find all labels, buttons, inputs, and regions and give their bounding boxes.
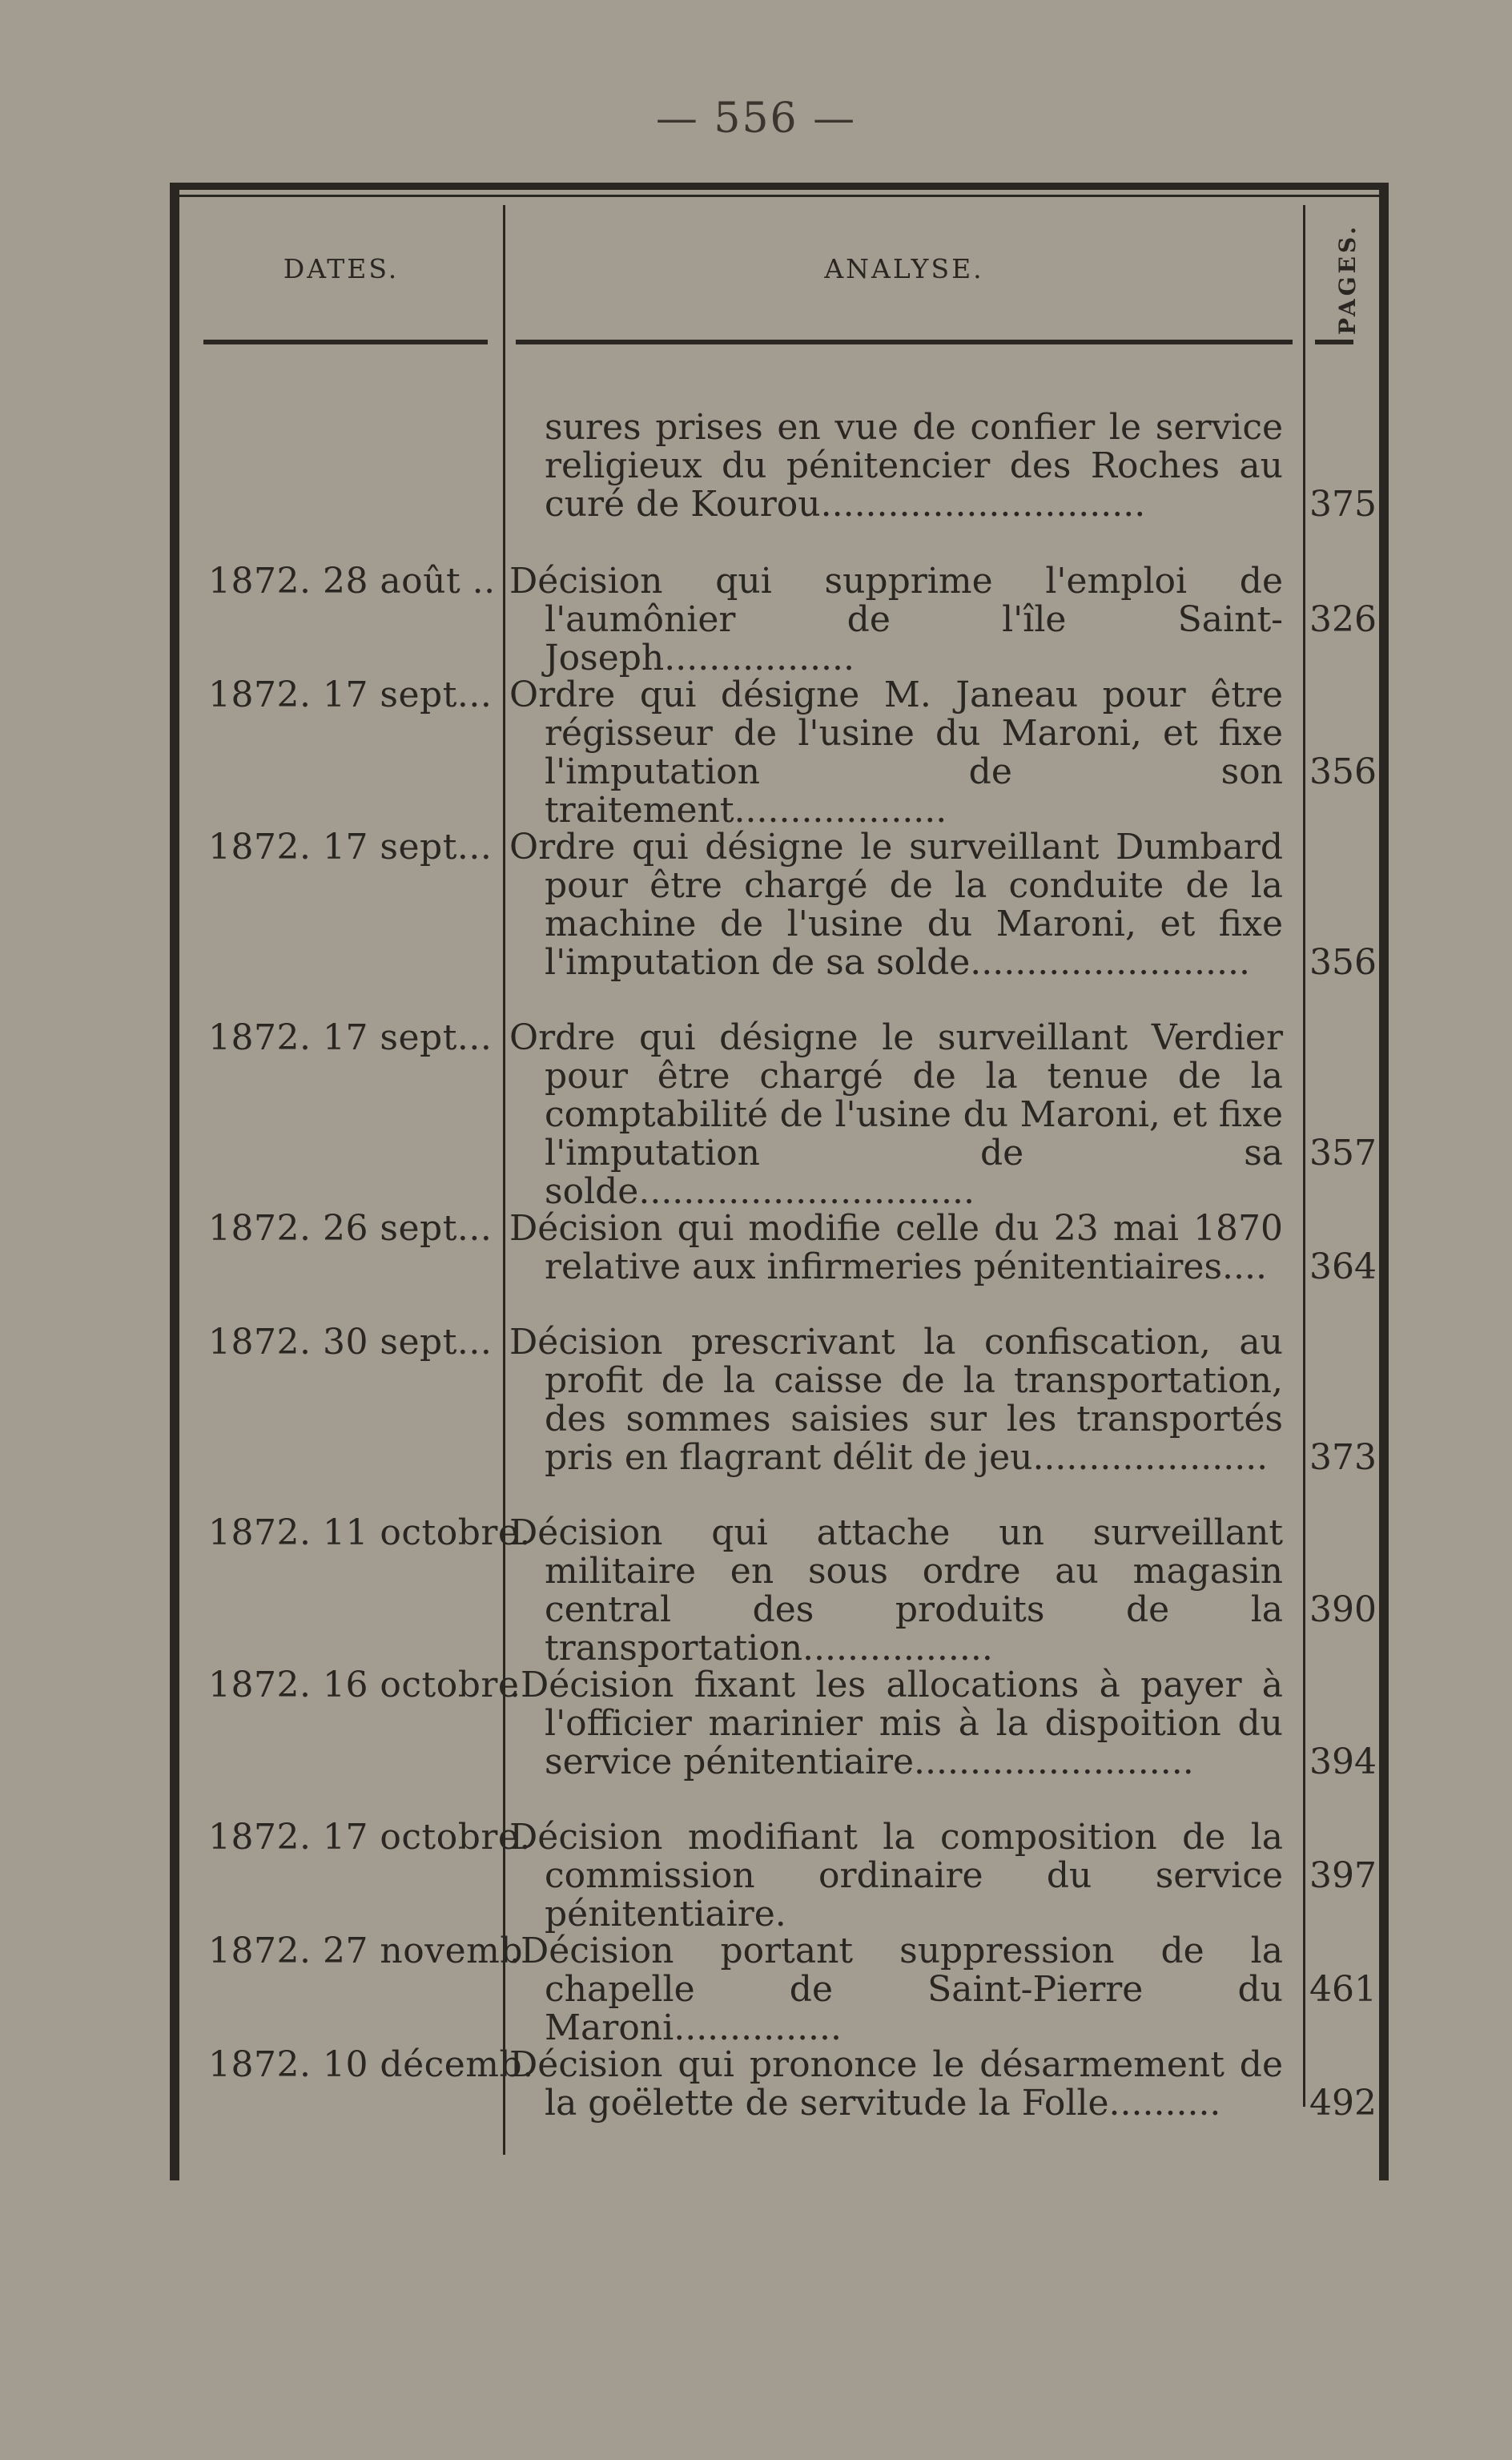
entry-page: 356: [1309, 942, 1377, 983]
entry-date: 1872. 17 sept...: [208, 1017, 493, 1058]
header-rule-pages: [1315, 340, 1353, 344]
entry-page: 364: [1309, 1246, 1377, 1287]
entry-page: 397: [1309, 1855, 1377, 1896]
entry-analyse: .Décision portant suppression de la chapelle de Saint-Pierre du Maroni...............: [509, 1931, 1283, 2048]
header-dates: DATES.: [283, 253, 400, 284]
entry-analyse: Décision prescrivant la confiscation, au profit de la caisse de la transportation, des sommes saisies sur les transportés pris en flagrant délit de jeu.....................: [509, 1322, 1283, 1478]
entry-date: 1872. 17 octobre.: [208, 1817, 531, 1858]
entry-analyse: Ordre qui désigne le surveillant Verdier pour être chargé de la tenue de la comptabilité de l'usine du Maroni, et fixe l'imputation de sa solde..............................: [509, 1017, 1283, 1212]
entry-date: 1872. 28 août ..: [208, 561, 496, 602]
entry-analyse: Décision qui prononce le désarmement de la goëlette de servitude la Folle..........: [509, 2044, 1283, 2124]
entry-date: 1872. 16 octobre: [208, 1665, 520, 1705]
entry-page: 492: [1309, 2083, 1377, 2124]
entry-date: 1872. 27 novemb: [208, 1931, 524, 1971]
header-rule-dates: [203, 340, 488, 344]
entry-page: 373: [1309, 1437, 1377, 1478]
header-pages-label: PAGES.: [1333, 223, 1361, 335]
entry-page: 326: [1309, 599, 1377, 640]
entry-analyse: Ordre qui désigne M. Janeau pour être régisseur de l'usine du Maroni, et fixe l'imputation de son traitement...................: [509, 674, 1283, 831]
header-pages: [1323, 215, 1371, 343]
entry-analyse: sures prises en vue de confier le service religieux du pénitencier des Roches au curé de Kourou.............................: [545, 407, 1283, 525]
entry-analyse: Décision qui modifie celle du 23 mai 1870 relative aux infirmeries pénitentiaires....: [509, 1208, 1283, 1287]
entry-date: 1872. 17 sept...: [208, 827, 493, 868]
header-analyse: ANALYSE.: [824, 253, 984, 284]
top-rule-thin: [170, 195, 1389, 197]
right-border: [1379, 183, 1389, 2180]
entry-analyse: Décision qui supprime l'emploi de l'aumônier de l'île Saint-Joseph.................: [509, 561, 1283, 678]
entry-analyse: .Décision fixant les allocations à payer à l'officier marinier mis à la dispoition du service pénitentiaire.........................: [509, 1665, 1283, 1782]
entry-page: 356: [1309, 751, 1377, 792]
left-border: [170, 183, 179, 2180]
entry-date: 1872. 30 sept...: [208, 1322, 493, 1363]
entry-page: 375: [1309, 484, 1377, 525]
entry-date: 1872. 10 décemb.: [208, 2044, 534, 2085]
column-divider-pages: [1303, 205, 1305, 2107]
entry-analyse: Ordre qui désigne le surveillant Dumbard pour être chargé de la conduite de la machine de l'usine du Maroni, et fixe l'imputation de sa solde.........................: [509, 827, 1283, 983]
entry-page: 394: [1309, 1741, 1377, 1782]
header-rule-analyse: [516, 340, 1293, 344]
entry-date: 1872. 26 sept...: [208, 1208, 493, 1249]
entry-page: 390: [1309, 1589, 1377, 1630]
page-number: — 556 —: [655, 95, 857, 143]
column-divider-dates: [503, 205, 505, 2155]
index-table: [170, 183, 1389, 2180]
entry-date: 1872. 11 octobre.: [208, 1512, 531, 1553]
entry-analyse: Décision modifiant la composition de la commission ordinaire du service pénitentiaire.: [509, 1817, 1283, 1935]
entry-date: 1872. 17 sept...: [208, 674, 493, 715]
entry-page: 357: [1309, 1133, 1377, 1174]
entry-page: 461: [1309, 1969, 1377, 2010]
top-rule: [170, 183, 1389, 190]
entry-analyse: Décision qui attache un surveillant militaire en sous ordre au magasin central des produits de la transportation.................: [509, 1512, 1283, 1669]
